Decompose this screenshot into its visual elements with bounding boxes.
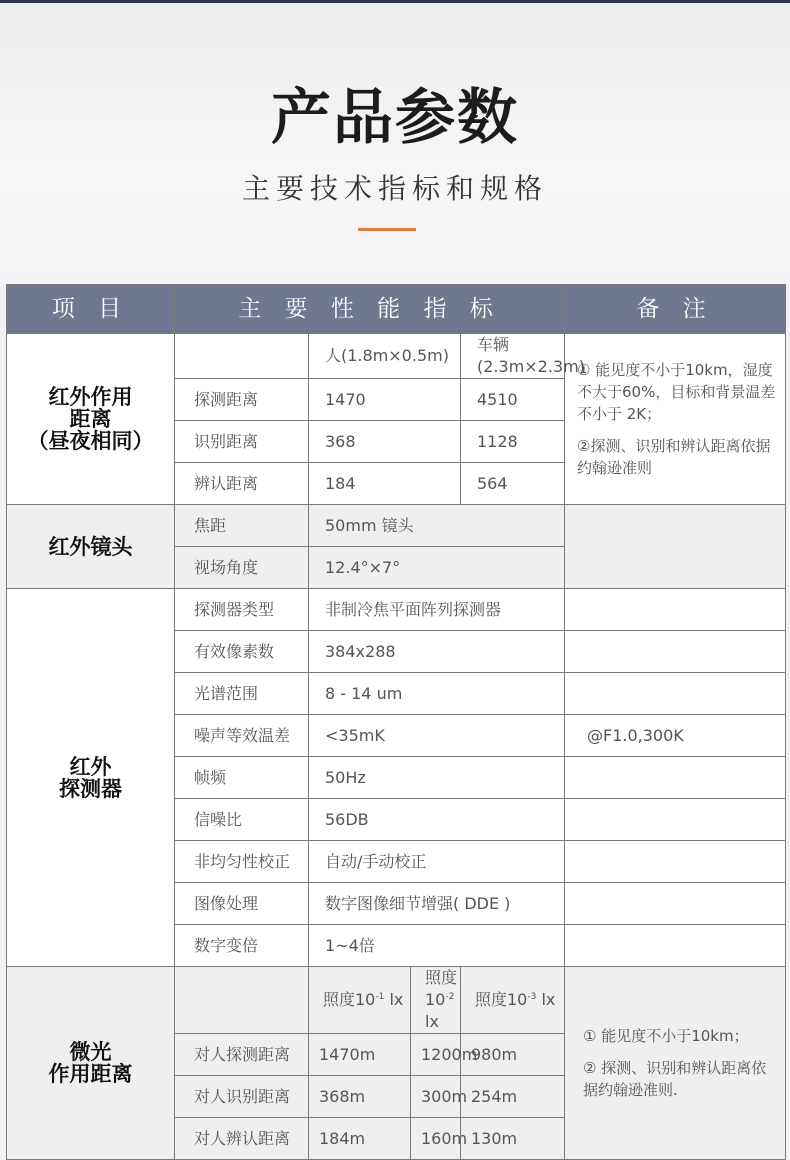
- illum-exp: -2: [445, 992, 455, 1002]
- table-row: [7, 334, 786, 379]
- cell-value: <35mK: [309, 715, 565, 757]
- category-line: 红外: [69, 754, 112, 779]
- cell-value: 8 - 14 um: [309, 673, 565, 715]
- row-label: 探测距离: [175, 379, 309, 421]
- cell-value: 1128: [461, 421, 565, 463]
- cell-value: 1470m: [309, 1034, 411, 1076]
- category-line: 距离: [69, 407, 112, 431]
- cell-value: 50mm 镜头: [309, 505, 565, 547]
- remark-cell: [565, 757, 786, 799]
- row-label: 识别距离: [175, 421, 309, 463]
- page-subtitle: 主要技术指标和规格: [241, 172, 548, 205]
- cell-value: 254m: [461, 1076, 565, 1118]
- spec-table: [6, 284, 786, 1160]
- remark-cell: [565, 799, 786, 841]
- row-label: 对人辨认距离: [175, 1118, 309, 1160]
- category-ir-range: [7, 334, 175, 505]
- cell-value: 1~4倍: [309, 925, 565, 967]
- illum-exp: -1: [375, 992, 385, 1002]
- row-label: 辨认距离: [175, 463, 309, 505]
- row-label: 对人识别距离: [175, 1076, 309, 1118]
- remark-cell: @F1.0,300K: [565, 715, 786, 757]
- row-label: 对人探测距离: [175, 1034, 309, 1076]
- table-row: [7, 505, 786, 547]
- row-label: 噪声等效温差: [175, 715, 309, 757]
- remark-cell: [565, 505, 786, 589]
- table-row: [7, 589, 786, 631]
- note-text: ① 能见度不小于10km；: [583, 1027, 749, 1045]
- col-header-vehicle: 车辆(2.3m×2.3m): [461, 334, 565, 379]
- header-remarks: 备 注: [565, 285, 786, 334]
- category-line: （昼夜相同）: [27, 429, 154, 453]
- row-label: 帧频: [175, 757, 309, 799]
- cell-value: 1470: [309, 379, 461, 421]
- remark-cell: [565, 883, 786, 925]
- cell-value: 564: [461, 463, 565, 505]
- cell-value: 数字图像细节增强( DDE ): [309, 883, 565, 925]
- row-label: 探测器类型: [175, 589, 309, 631]
- cell-value: 368m: [309, 1076, 411, 1118]
- illum-base: 照度10: [475, 990, 528, 1009]
- cell-value: 1200m: [411, 1034, 461, 1076]
- cell-value: 非制冷焦平面阵列探测器: [309, 589, 565, 631]
- category-ir-detector: [7, 589, 175, 967]
- row-label: 视场角度: [175, 547, 309, 589]
- remark-cell: [565, 673, 786, 715]
- cell-value: 980m: [461, 1034, 565, 1076]
- illum-base: 照度10: [425, 968, 458, 1009]
- remark-cell: [565, 631, 786, 673]
- illum-unit: lx: [384, 990, 404, 1009]
- row-label: 非均匀性校正: [175, 841, 309, 883]
- row-label: 信噪比: [175, 799, 309, 841]
- category-ir-lens: 红外镜头: [7, 505, 175, 589]
- row-label: 有效像素数: [175, 631, 309, 673]
- cell-value: 自动/手动校正: [309, 841, 565, 883]
- cell-value: 50Hz: [309, 757, 565, 799]
- cell-value: 184m: [309, 1118, 411, 1160]
- row-label: 光谱范围: [175, 673, 309, 715]
- empty-cell: [175, 334, 309, 379]
- category-line: 红外作用: [48, 385, 133, 409]
- note-text: ② 探测、识别和辨认距离依据约翰逊准则.: [583, 1059, 767, 1099]
- cell-value: 56DB: [309, 799, 565, 841]
- col-header-illum-1: [309, 967, 411, 1034]
- row-label: 数字变倍: [175, 925, 309, 967]
- category-lowlight: [7, 967, 175, 1160]
- cell-value: 300m: [411, 1076, 461, 1118]
- illum-unit: lx: [536, 990, 556, 1009]
- header-item: 项 目: [7, 285, 175, 334]
- cell-value: 12.4°×7°: [309, 547, 565, 589]
- table-row: [7, 967, 786, 1034]
- illum-exp: -3: [527, 992, 537, 1002]
- header-specs: 主 要 性 能 指 标: [175, 285, 565, 334]
- col-header-illum-2: [411, 967, 461, 1034]
- cell-value: 130m: [461, 1118, 565, 1160]
- note-text: ① 能见度不小于10km，湿度不大于60%，目标和背景温差不小于 2K；: [577, 361, 776, 423]
- lowlight-notes: [565, 967, 786, 1160]
- cell-value: 368: [309, 421, 461, 463]
- remark-cell: [565, 925, 786, 967]
- category-line: 作用距离: [48, 1062, 133, 1086]
- category-line: 探测器: [59, 776, 122, 801]
- illum-base: 照度10: [323, 990, 376, 1009]
- cell-value: 4510: [461, 379, 565, 421]
- category-line: 微光: [69, 1040, 112, 1064]
- empty-cell: [175, 967, 309, 1034]
- row-label: 焦距: [175, 505, 309, 547]
- table-header-row: [7, 285, 786, 334]
- cell-value: 184: [309, 463, 461, 505]
- remark-cell: [565, 841, 786, 883]
- col-header-illum-3: [461, 967, 565, 1034]
- cell-value: 384x288: [309, 631, 565, 673]
- row-label: 图像处理: [175, 883, 309, 925]
- remark-cell: [565, 589, 786, 631]
- ir-range-notes: [565, 334, 786, 505]
- page-title: 产品参数: [271, 83, 519, 153]
- accent-divider: [358, 228, 416, 231]
- note-text: ②探测、识别和辨认距离依据约翰逊准则: [577, 437, 771, 477]
- col-header-person: 人(1.8m×0.5m): [309, 334, 461, 379]
- illum-unit: lx: [425, 1012, 439, 1031]
- cell-value: 160m: [411, 1118, 461, 1160]
